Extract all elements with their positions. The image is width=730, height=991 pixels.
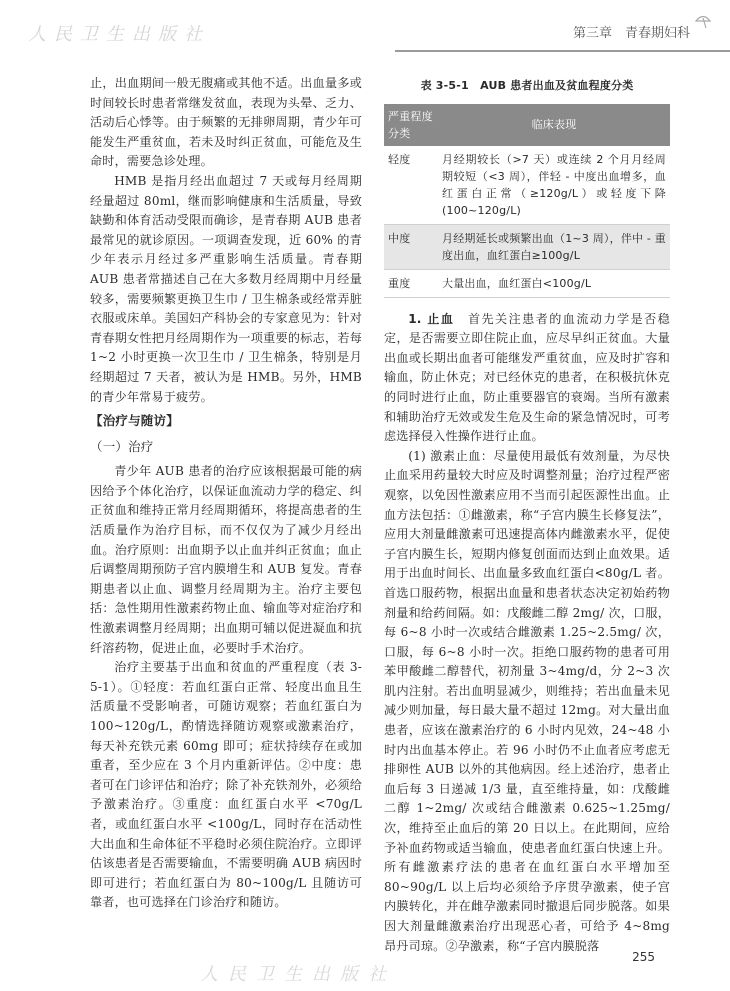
header-rule xyxy=(395,50,730,52)
paragraph: HMB 是指月经出血超过 7 天或每月经周期经量超过 80ml，继而影响健康和生活质量，导致缺勤和体育活动受限而确诊，是青春期 AUB 患者最常见的就诊原因。一项调查发现，近 60% 的青少年表示月经过多严重影响生活质量。青春期 AUB 患者常描述自己在大多数月经周期中月经量较多，需要频繁更换卫生巾 / 卫生棉条或经常弄脏衣服或床单。美国妇产科协会的专家意见为：针对青春期女性把月经周期作为一项重要的标志，若每 1~2 小时更换一次卫生巾 / 卫生棉条，特别是月经期超过 7 天者，被认为是 HMB。另外，HMB 的青少年常易于疲劳。 xyxy=(90,173,362,404)
table-cell-desc: 大量出血，血红蛋白<100g/L xyxy=(438,269,670,297)
classification-table xyxy=(384,104,670,298)
paragraph-text: 首先关注患者的血流动力学是否稳定，是否需要立即住院止血，应尽早纠正贫血。大量出血或长期出血者可能继发严重贫血，应及时扩容和输血，防止休克；对已经休克的患者，在积极抗休克的同时进行止血，防止重要器官的衰竭。当所有激素和辅助治疗无效或发生危及生命的紧急情况时，可考虑选择侵入性操作进行止血。 xyxy=(384,311,670,444)
table-row xyxy=(384,269,670,297)
paragraph: 治疗主要基于出血和贫血的严重程度（表 3-5-1）。①轻度：若血红蛋白正常、轻度出血且生活质量不受影响者，可随访观察；若血红蛋白为 100~120g/L，酌情选择随访观察或激素治疗，每天补充铁元素 60mg 即可；症状持续存在或加重者，至少应在 3 个月内重新评估。②中度：患者可在门诊评估和治疗；除了补充铁剂外，必须给予激素治疗。③重度：血红蛋白水平 <70g/L 者，或血红蛋白水平 <100g/L，同时存在活动性大出血和生命体征不平稳时必须住院治疗。立即评估该患者是否需要输血，不需要明确 AUB 病因时即可进行；若血红蛋白为 80~100g/L 且随访可靠者，也可选择在门诊治疗和随访。 xyxy=(90,660,362,910)
lead-heading: 1. 止血 xyxy=(408,311,455,326)
paragraph: (1) 激素止血：尽量使用最低有效剂量，为尽快止血采用药量较大时应及时调整剂量；治疗过程严密观察，以免因性激素应用不当而引起医源性出血。止血方法包括：①雌激素，称“子宫内膜生长修复法”，应用大剂量雌激素可迅速提高体内雌激素水平，促使子宫内膜生长，短期内修复创面而达到止血效果。适用于出血时间长、出血量多致血红蛋白<80g/L 者。首选口服药物，根据出血量和患者状态决定初始药物剂量和给药间隔。如：戊酸雌二醇 2mg/ 次，口服，每 6~8 小时一次或结合雌激素 1.25~2.5mg/ 次，口服，每 6~8 小时一次。拒绝口服药物的患者可用苯甲酸雌二醇替代，初剂量 3~4mg/d，分 2~3 次肌内注射。若出血明显减少，则维持；若出血量未见减少则加量，每日最大量不超过 12mg。对大量出血患者，应该在激素治疗的 6 小时内见效，24~48 小时内出血基本停止。若 96 小时仍不止血者应考虑无排卵性 AUB 以外的其他病因。经上述治疗，患者止血后每 3 日递减 1/3 量，直至维持量，如：戊酸雌二醇 1~2mg/ 次或结合雌激素 0.625~1.25mg/ 次，维持至止血后的第 20 日以上。在此期间，应给予补血药物或适当输血，使患者血红蛋白快速上升。所有雌激素疗法的患者在血红蛋白水平增加至 80~90g/L 以上后均必须给予序贯孕激素，使子宫内膜转化，并在雌孕激素同时撤退后同步脱落。如果因大剂量雌激素治疗出现恶心者，可给予 4~8mg 昂丹司琼。②孕激素，称“子宫内膜脱落 xyxy=(384,448,670,953)
table-cell-desc: 月经期较长（>7 天）或连续 2 个月月经周期较短（<3 周），伴轻 - 中度出血增多，血红蛋白正常（≥120g/L）或轻度下降(100~120g/L) xyxy=(438,146,670,225)
page-header xyxy=(0,0,730,60)
table-row xyxy=(384,146,670,225)
section-heading: 【治疗与随访】 xyxy=(90,413,179,429)
watermark-top: 人民卫生出版社 xyxy=(28,24,210,45)
paragraph: 青少年 AUB 患者的治疗应该根据最可能的病因给予个体化治疗，以保证血流动力学的稳定、纠正贫血和维持正常月经周期循环，将提高患者的生活质量作为治疗目标，而不仅仅为了减少月经出血。治疗原则：出血期予以止血并纠正贫血；血止后调整周期预防子宫内膜增生和 AUB 复发。青春期患者以止血、调整月经周期为主。治疗主要包括：急性期用性激素药物止血、输血等对症治疗和性激素调整月经周期；出血期可辅以促进凝血和抗纤溶药物，促进止血，必要时手术治疗。 xyxy=(90,464,362,655)
table-cell-grade: 中度 xyxy=(384,224,438,269)
umbrella-icon xyxy=(694,12,712,30)
table-row xyxy=(384,224,670,269)
left-column xyxy=(90,74,362,913)
right-column xyxy=(384,74,670,956)
table-cell-grade: 轻度 xyxy=(384,146,438,225)
table-cell-grade: 重度 xyxy=(384,269,438,297)
chapter-title: 第三章 青春期妇科 xyxy=(572,26,690,41)
subsection-heading: （一）治疗 xyxy=(90,438,154,454)
watermark-bottom: 人民卫生出版社 xyxy=(200,964,396,985)
table-caption: 表 3-5-1 AUB 患者出血及贫血程度分类 xyxy=(420,79,634,92)
paragraph xyxy=(384,310,670,447)
table-header-grade: 严重程度分类 xyxy=(384,104,438,146)
table-cell-desc: 月经期延长或频繁出血（1~3 周），伴中 - 重度出血，血红蛋白≥100g/L xyxy=(438,224,670,269)
paragraph: 止，出血期间一般无腹痛或其他不适。出血量多或时间较长时患者常继发贫血，表现为头晕、乏力、活动后心悸等。由于频繁的无排卵周期，青少年可能发生严重贫血，若未及时纠正贫血，可能危及生命时，需要急诊处理。 xyxy=(90,76,362,169)
table-header-desc: 临床表现 xyxy=(438,104,670,146)
page-number: 255 xyxy=(632,950,655,964)
